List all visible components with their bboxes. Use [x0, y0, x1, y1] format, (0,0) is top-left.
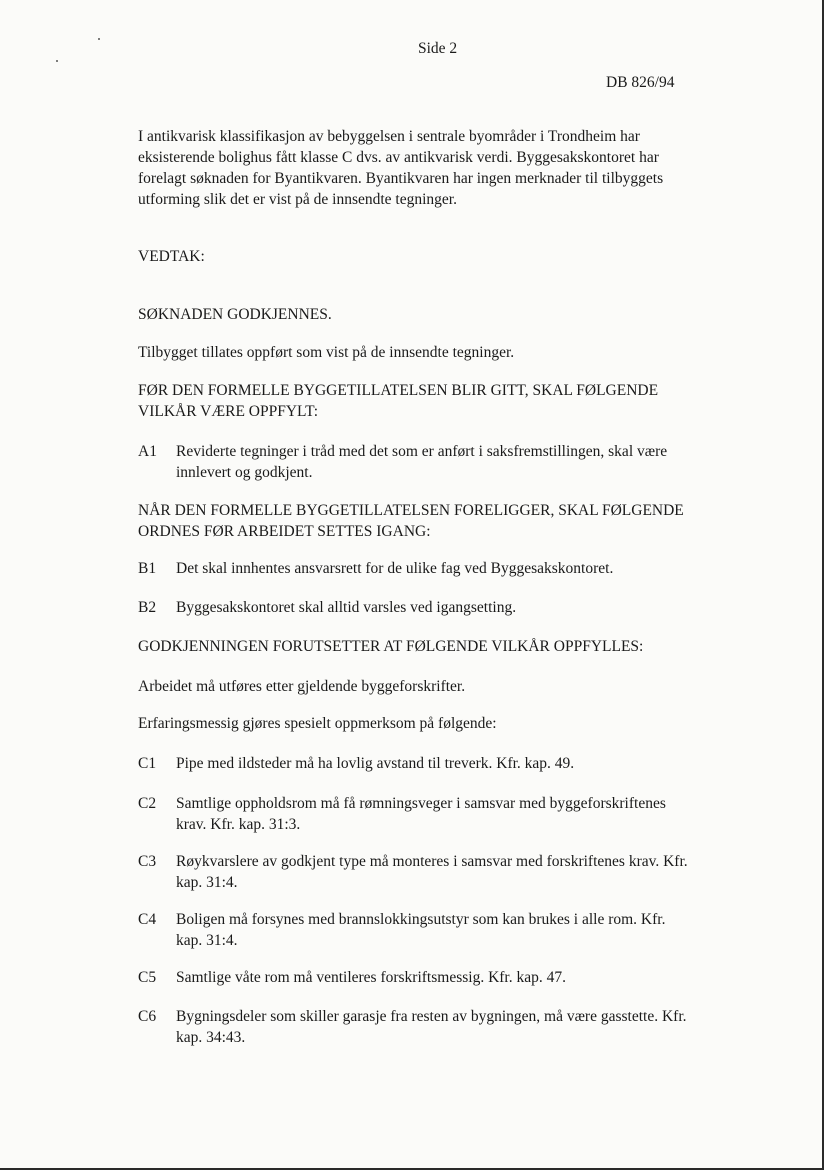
condition-label: C2 [138, 795, 157, 812]
heading-line: VILKÅR VÆRE OPPFYLT: [138, 403, 319, 420]
condition-line: kap. 31:4. [176, 874, 238, 891]
condition-text [176, 441, 738, 483]
condition-text [176, 793, 738, 835]
condition-text [176, 597, 738, 618]
condition-line: Røykvarslere av godkjent type må monteres i samsvar med forskriftenes krav. Kfr. [176, 853, 688, 870]
condition-line: kap. 31:4. [176, 932, 238, 949]
condition-text [176, 753, 738, 774]
heading-line: ORDNES FØR ARBEIDET SETTES IGANG: [138, 523, 431, 540]
condition-line: Bygningsdeler som skiller garasje fra resten av bygningen, må være gasstette. Kfr. [176, 1008, 687, 1025]
heading-line: NÅR DEN FORMELLE BYGGETILLATELSEN FORELIGGER, SKAL FØLGENDE [138, 502, 684, 519]
condition-text [176, 851, 738, 893]
page-number: Side 2 [418, 40, 458, 57]
heading-line: FØR DEN FORMELLE BYGGETILLATELSEN BLIR GITT, SKAL FØLGENDE [138, 382, 659, 399]
condition-line: Det skal innhentes ansvarsrett for de ulike fag ved Byggesakskontoret. [176, 560, 614, 577]
vedtak-heading: VEDTAK: [138, 248, 205, 265]
section-c-paragraph: Arbeidet må utføres etter gjeldende byggeforskrifter. [138, 678, 466, 695]
document-reference: DB 826/94 [606, 74, 675, 91]
condition-label: B1 [138, 560, 157, 577]
condition-label: A1 [138, 443, 157, 460]
intro-line: forelagt søknaden for Byantikvaren. Byantikvaren har ingen merknader til tilbyggets [138, 170, 664, 187]
condition-line: Pipe med ildsteder må ha lovlig avstand til treverk. Kfr. kap. 49. [176, 755, 575, 772]
condition-text [176, 1006, 738, 1048]
intro-paragraph [138, 126, 738, 210]
section-a-heading [138, 380, 738, 422]
condition-line: krav. Kfr. kap. 31:3. [176, 816, 301, 833]
condition-label: C1 [138, 755, 157, 772]
condition-label: C6 [138, 1008, 157, 1025]
condition-line: Samtlige våte rom må ventileres forskriftsmessig. Kfr. kap. 47. [176, 969, 566, 986]
condition-label: C4 [138, 911, 157, 928]
condition-line: Reviderte tegninger i tråd med det som er anført i saksfremstillingen, skal være [176, 443, 668, 460]
permit-text: Tilbygget tillates oppført som vist på de innsendte tegninger. [138, 344, 515, 361]
intro-line: I antikvarisk klassifikasjon av bebyggelsen i sentrale byområder i Trondheim har [138, 128, 640, 145]
intro-line: eksisterende bolighus fått klasse C dvs. av antikvarisk verdi. Byggesakskontoret har [138, 149, 659, 166]
scan-speck [98, 38, 100, 40]
condition-line: Boligen må forsynes med brannslokkingsutstyr som kan brukes i alle rom. Kfr. [176, 911, 666, 928]
section-b-heading [138, 500, 738, 542]
section-c-paragraph: Erfaringsmessig gjøres spesielt oppmerksom på følgende: [138, 715, 497, 732]
condition-label: C5 [138, 969, 157, 986]
condition-line: innlevert og godkjent. [176, 464, 313, 481]
condition-label: C3 [138, 853, 157, 870]
decision-text: SØKNADEN GODKJENNES. [138, 306, 332, 323]
scan-speck [56, 60, 58, 62]
condition-text [176, 967, 738, 988]
condition-line: Samtlige oppholdsrom må få rømningsveger i samsvar med byggeforskriftenes [176, 795, 666, 812]
section-c-heading: GODKJENNINGEN FORUTSETTER AT FØLGENDE VILKÅR OPPFYLLES: [138, 638, 644, 655]
condition-line: Byggesakskontoret skal alltid varsles ved igangsetting. [176, 599, 517, 616]
condition-text [176, 909, 738, 951]
condition-line: kap. 34:43. [176, 1029, 246, 1046]
condition-label: B2 [138, 599, 157, 616]
intro-line: utforming slik det er vist på de innsendte tegninger. [138, 191, 457, 208]
condition-text [176, 558, 738, 579]
